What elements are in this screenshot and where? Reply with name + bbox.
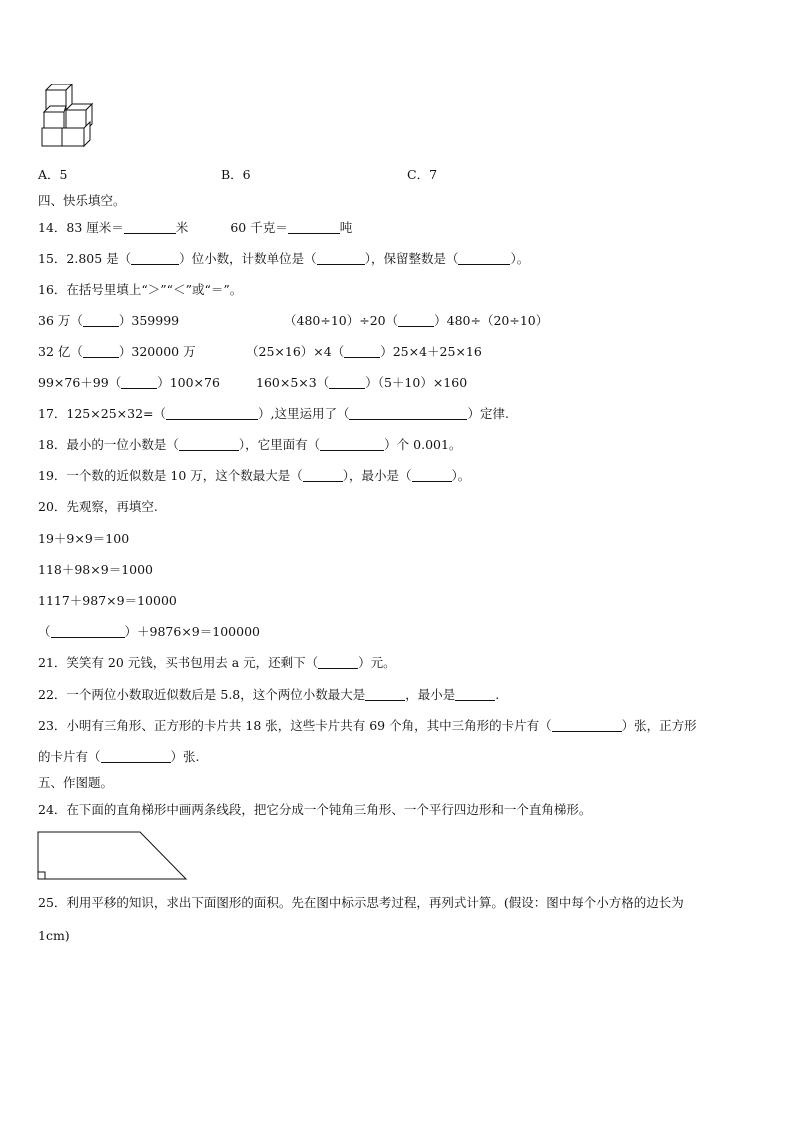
q19-blank-1[interactable] [303, 469, 343, 482]
q14-part1: 83 厘米＝ [66, 220, 124, 235]
question-25-line-2: 1cm) [38, 928, 70, 943]
question-23-line-1 [38, 718, 697, 734]
q19-blank-2[interactable] [412, 469, 452, 482]
q16-row3-left [38, 375, 220, 391]
question-21 [38, 655, 396, 671]
q16-r1b-blank[interactable] [398, 314, 434, 327]
question-22 [38, 687, 499, 703]
q23-text-1: 23．小明有三角形、正方形的卡片共 18 张，这些卡片共有 69 个角，其中三角形的卡片有（ [38, 718, 552, 733]
q16-row2-right [246, 344, 482, 360]
q20-e4-left: （ [38, 624, 51, 639]
question-23-line-2 [38, 749, 200, 765]
q20-equation-2: 118＋98×9＝1000 [38, 562, 154, 577]
q19-text-1: 19．一个数的近似数是 10 万，这个数最大是（ [38, 468, 303, 483]
q14-number: 14． [38, 220, 67, 235]
q14-blank-1[interactable] [124, 221, 176, 234]
q16-r3b-blank[interactable] [329, 376, 365, 389]
question-16: 16．在括号里填上“＞”“＜”或“＝”。 [38, 282, 243, 297]
q22-text-1: 22．一个两位小数取近似数后是 5.8，这个两位小数最大是 [38, 687, 366, 702]
q16-r3a-blank[interactable] [121, 376, 157, 389]
q17-text-3: ）定律. [467, 406, 509, 421]
section-5-heading: 五、作图题。 [38, 775, 114, 790]
q18-text-3: ）个 0.001。 [384, 437, 462, 452]
question-20: 20．先观察，再填空. [38, 499, 158, 514]
q16-r1b-right-text: ）480÷（20÷10） [434, 313, 549, 328]
q17-text-2: ）,这里运用了（ [258, 406, 350, 421]
q16-row3-right [256, 375, 467, 391]
section-4-heading: 四、快乐填空。 [38, 193, 126, 208]
option-a: A．5 [38, 167, 68, 182]
q16-r3a-left-text: 99×76＋99（ [38, 375, 122, 390]
question-15 [38, 251, 529, 267]
q20-equation-4 [38, 624, 260, 640]
q14-part2: 60 千克＝ [230, 220, 288, 235]
q16-r3a-right-text: ）100×76 [157, 375, 220, 390]
q22-blank-1[interactable] [365, 688, 405, 701]
question-19 [38, 468, 470, 484]
q14-blank-2[interactable] [288, 221, 340, 234]
q16-r3b-left-text: 160×5×3（ [256, 375, 330, 390]
q18-text-1: 18．最小的一位小数是（ [38, 437, 179, 452]
q16-r2b-right-text: ）25×4＋25×16 [380, 344, 482, 359]
q14-unit2: 吨 [339, 220, 353, 235]
option-c: C．7 [407, 167, 438, 182]
question-18 [38, 437, 461, 453]
q23-text-3: 的卡片有（ [38, 749, 101, 764]
q15-blank-1[interactable] [131, 252, 179, 265]
q19-text-3: ）。 [451, 468, 471, 483]
q15-text-2: ）位小数，计数单位是（ [179, 251, 317, 266]
q20-blank[interactable] [51, 625, 125, 638]
q20-equation-1: 19＋9×9＝100 [38, 531, 130, 546]
q20-e4-right: ）＋9876×9＝100000 [124, 624, 260, 639]
q18-blank-2[interactable] [320, 438, 384, 451]
q16-row1-right [284, 313, 548, 329]
q16-r2b-blank[interactable] [344, 345, 380, 358]
q22-text-3: . [495, 687, 500, 702]
question-14 [38, 220, 352, 236]
q15-number: 15． [38, 251, 67, 266]
q15-blank-3[interactable] [458, 252, 510, 265]
q16-r1b-left-text: （480÷10）÷20（ [284, 313, 399, 328]
q17-blank-1[interactable] [166, 407, 258, 420]
q16-r3b-right-text: ）（5＋10）×160 [365, 375, 468, 390]
q23-blank-1[interactable] [552, 719, 622, 732]
option-b: B．6 [221, 167, 251, 182]
q20-equation-3: 1117＋987×9＝10000 [38, 593, 177, 608]
q16-r2b-left-text: （25×16）×4（ [246, 344, 345, 359]
q14-unit1: 米 [175, 220, 189, 235]
q22-text-2: ，最小是 [405, 687, 456, 702]
q16-r1a-right-text: ）359999 [118, 313, 180, 328]
q21-text-1: 21．笑笑有 20 元钱，买书包用去 a 元，还剩下（ [38, 655, 319, 670]
question-24: 24．在下面的直角梯形中画两条线段，把它分成一个钝角三角形、一个平行四边形和一个直角梯形。 [38, 802, 592, 817]
q16-row2-left [38, 344, 196, 360]
q18-text-2: ），它里面有（ [238, 437, 321, 452]
q21-blank[interactable] [318, 656, 358, 669]
q21-text-2: ）元。 [358, 655, 396, 670]
q16-r2a-blank[interactable] [83, 345, 119, 358]
q16-r1a-blank[interactable] [83, 314, 119, 327]
q15-text-1: 2.805 是（ [66, 251, 132, 266]
q19-text-2: ），最小是（ [342, 468, 412, 483]
q16-row1-left [38, 313, 179, 329]
cube-stack-figure [40, 84, 96, 148]
q23-text-2: ）张，正方形 [621, 718, 697, 733]
q16-r2a-left-text: 32 亿（ [38, 344, 83, 359]
q15-text-3: ），保留整数是（ [364, 251, 459, 266]
q16-r2a-right-text: ）320000 万 [118, 344, 196, 359]
q16-r1a-left-text: 36 万（ [38, 313, 83, 328]
question-25-line-1: 25．利用平移的知识，求出下面图形的面积。先在图中标示思考过程，再列式计算。(假设：图中每个小方格的边长为 [38, 895, 684, 910]
question-17 [38, 406, 509, 422]
q23-text-4: ）张. [170, 749, 200, 764]
q18-blank-1[interactable] [179, 438, 239, 451]
q23-blank-2[interactable] [101, 750, 171, 763]
q15-blank-2[interactable] [317, 252, 365, 265]
q22-blank-2[interactable] [455, 688, 495, 701]
q15-text-4: ）。 [510, 251, 530, 266]
right-trapezoid-figure [36, 830, 190, 882]
q17-blank-2[interactable] [349, 407, 467, 420]
q17-text-1: 17．125×25×32=（ [38, 406, 166, 421]
